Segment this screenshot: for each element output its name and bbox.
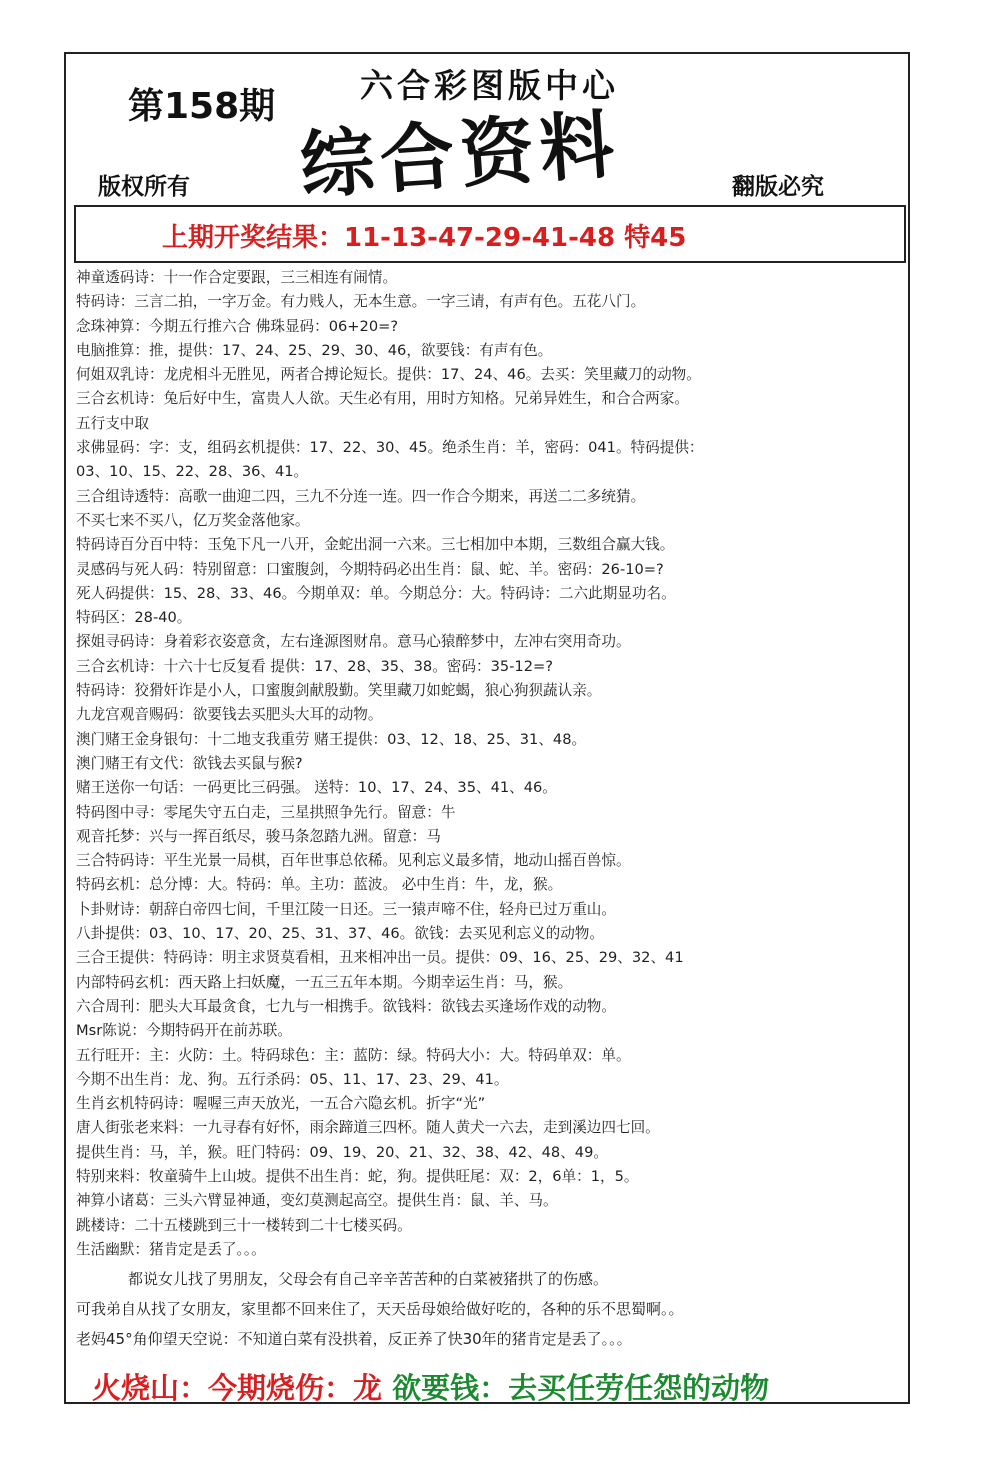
content-line: 灵感码与死人码：特别留意：口蜜腹剑，今期特码必出生肖：鼠、蛇、羊。密码：26-10=? (76, 560, 664, 578)
issue-number: 第158期 (128, 86, 276, 127)
content-line: 死人码提供：15、28、33、46。今期单双：单。今期总分：大。特码诗：二六此期显功名。 (76, 584, 676, 602)
content-line: 赌王送你一句话：一码更比三码强。 送特：10、17、24、35、41、46。 (76, 779, 557, 797)
money-text: 去买任劳任怨的动物 (508, 1371, 770, 1405)
story-line-3: 老妈45°角仰望天空说：不知道白菜有没拱着，反正养了快30年的猪肯定是丢了。。。 (76, 1330, 632, 1348)
content-line: 三合王提供：特码诗：明主求贤莫看相，丑来相冲出一员。提供：09、16、25、29、32、41 (76, 949, 684, 967)
main-title: 综合资料 (297, 101, 623, 210)
content-line: 澳门赌王有文代：欲钱去买鼠与猴? (76, 754, 303, 772)
content-line: 提供生肖：马，羊，猴。旺门特码：09、19、20、21、32、38、42、48、49。 (76, 1143, 608, 1161)
last-result: 上期开奖结果：11-13-47-29-41-48 特45 (162, 223, 687, 253)
content-line: 特码诗：三言二拍，一字万金。有力贱人，无本生意。一字三请，有声有色。五花八门。 (76, 293, 646, 311)
content-line: 三合玄机诗：兔后好中生，富贵人人欲。天生必有用，用时方知格。兄弟异姓生，和合合两家。 (76, 390, 689, 408)
fire-label: 火烧山：今期烧伤： (92, 1371, 354, 1405)
content-line: 03、10、15、22、28、36、41。 (76, 463, 309, 481)
content-line: 内部特码玄机：西天路上扫妖魔，一五三五年本期。今期幸运生肖：马，猴。 (76, 973, 573, 991)
content-line: 探姐寻码诗：身着彩衣姿意贪，左右逢源图财帛。意马心猿醉梦中，左冲右突用奇功。 (76, 633, 631, 651)
content-line: 特码玄机：总分博：大。特码：单。主功：蓝波。 必中生肖：牛，龙，猴。 (76, 876, 563, 894)
content-line: 神算小诸葛：三头六臂显神通，变幻莫测起高空。提供生肖：鼠、羊、马。 (76, 1192, 558, 1210)
content-line: 生肖玄机特码诗：喔喔三声天放光，一五合六隐玄机。折字“光” (76, 1095, 486, 1113)
content-line: 六合周刊：肥头大耳最贪食，七九与一相携手。欲钱料：欲钱去买逢场作戏的动物。 (76, 997, 616, 1015)
content-line: 特别来料：牧童骑牛上山坡。提供不出生肖：蛇，狗。提供旺尾：双：2，6单：1，5。 (76, 1167, 639, 1185)
content-line: 念珠神算：今期五行推六合 佛珠显码：06+20=? (76, 317, 399, 335)
content-line: 跳楼诗：二十五楼跳到三十一楼转到二十七楼买码。 (76, 1216, 412, 1234)
content-line: 三合玄机诗：十六十七反复看 提供：17、28、35、38。密码：35-12=? (76, 657, 553, 675)
content-line: 八卦提供：03、10、17、20、25、31、37、46。欲钱：去买见利忘义的动物。 (76, 925, 604, 943)
content-line: 三合组诗透特：高歌一曲迎二四，三九不分连一连。四一作合今期来，再送二二多统猜。 (76, 487, 646, 505)
copyright-left: 版权所有 (98, 174, 190, 200)
content-line: 特码图中寻：零尾失守五白走，三星拱照争先行。留意：牛 (76, 803, 456, 821)
content-line: 三合特码诗：平生光景一局棋，百年世事总依稀。见利忘义最多情，地动山摇百兽惊。 (76, 852, 631, 870)
content-line: 五行支中取 (76, 414, 149, 432)
content-line: 神童透码诗：十一作合定要跟，三三相连有闹情。 (76, 269, 398, 286)
content-line: 特码区：28-40。 (76, 609, 192, 627)
money-label: 欲要钱： (392, 1371, 509, 1405)
content-line: 特码诗百分百中特：玉兔下凡一八开，金蛇出洞一六来。三七相加中本期，三数组合赢大钱。 (76, 536, 675, 554)
content-line: 唐人街张老来料：一九寻春有好怀，雨余蹄道三四杯。随人黄犬一六去，走到溪边四七回。 (76, 1119, 660, 1137)
content-line: 五行旺开：主：火防：土。特码球色：主：蓝防：绿。特码大小：大。特码单双：单。 (76, 1046, 631, 1064)
story-line-2: 可我弟自从找了女朋友，家里都不回来住了，天天岳母娘给做好吃的，各种的乐不思蜀啊。。 (76, 1300, 684, 1318)
story-line-1: 都说女儿找了男朋友，父母会有自己辛辛苦苦种的白菜被猪拱了的伤感。 (128, 1270, 609, 1288)
content-line: 不买七来不买八，亿万奖金落他家。 (76, 511, 310, 529)
content-line: 生活幽默：猪肯定是丢了。。。 (76, 1240, 266, 1258)
content-lines (76, 266, 896, 1262)
content-line: 特码诗：狡猾奸诈是小人，口蜜腹剑献殷勤。笑里藏刀如蛇蝎，狼心狗狈蔬认亲。 (76, 682, 602, 700)
copyright-right: 翻版必究 (732, 174, 824, 200)
fire-animal: 龙 (353, 1371, 383, 1405)
content-line: 电脑推算：推，提供：17、24、25、29、30、46，欲要钱：有声有色。 (76, 341, 553, 359)
content-line: Msr陈说：今期特码开在前苏联。 (76, 1022, 292, 1040)
content-line: 求佛显码：字：支，组码玄机提供：17、22、30、45。绝杀生肖：羊，密码：041。特码提供： (76, 439, 704, 457)
content-line: 九龙宫观音赐码：欲要钱去买肥头大耳的动物。 (76, 706, 383, 724)
content-line: 澳门赌王金身银句：十二地支我重劳 赌王提供：03、12、18、25、31、48。 (76, 730, 587, 748)
content-line: 何姐双乳诗：龙虎相斗无胜见，两者合搏论短长。提供：17、24、46。去买：笑里藏刀的动物。 (76, 366, 701, 384)
content-line: 卜卦财诗：朝辞白帝四七间，千里江陵一日还。三一猿声啼不住，轻舟已过万重山。 (76, 900, 616, 918)
content-line: 观音托梦：兴与一挥百纸尽，骏马条忽踏九洲。留意：马 (76, 827, 441, 845)
content-line: 今期不出生肖：龙、狗。五行杀码：05、11、17、23、29、41。 (76, 1070, 509, 1088)
center-title: 六合彩图版中心 (360, 66, 619, 105)
footer-banner (92, 1366, 769, 1407)
